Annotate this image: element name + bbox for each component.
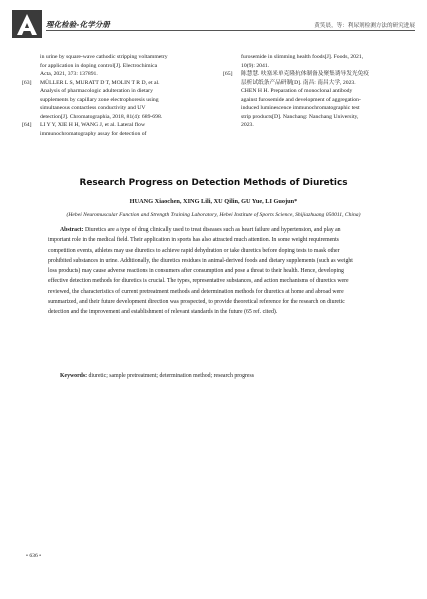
abstract-text: Diuretics are a type of drug clinically used to treat diseases such as heart failure and hypertension, and play an [83,227,341,233]
reference-entry [22,121,205,138]
abstract-line: important role in the medical field. Their application in sports has also attracted much attention. In some weight requirements [48,237,339,244]
reference-list-left [22,53,205,138]
keywords-label: Keywords: [60,373,88,379]
running-head: 黄笑晨，等：利尿剂检测方法的研究进展 [314,23,415,29]
keywords [60,373,254,379]
abstract-line: detection and the improvement and establishment of relevant standards in the future (65 ref. cited). [48,309,278,316]
abstract-line: loss products) may cause adverse reactions in consumers after consumption and pose a threat to their health. Hence, developing [48,268,344,275]
reference-entry [22,79,205,122]
reference-line: Analysis of pharmacologic adulteration in dietary [40,88,153,94]
reference-line: 陈慧慧. 呋塞米单克隆抗体制备及聚集诱导发光免疫 [241,71,369,77]
keywords-text: diuretic; sample pretreatment; determination method; research progress [87,373,254,379]
reference-entry [223,53,408,70]
reference-entry [22,53,205,79]
reference-line: in urine by square-wave cathodic stripping voltammetry [40,54,168,60]
article-title: Research Progress on Detection Methods of Diuretics [79,178,348,188]
abstract-line: prohibited substances in urine. Additionally, the diuretics residues in animal-derived foods and dietary supplements (such as weight [48,257,353,264]
reference-line: induced luminescence immunochromatographic test [241,105,360,111]
article-authors: HUANG Xiaochen, XING Lili, XU Qilin, GU Yue, LI Guojun* [129,198,298,205]
reference-line: 10(9): 2041. [241,62,270,69]
abstract-label: Abstract: [60,227,84,233]
reference-line: strip products[D]. Nanchang: Nanchang University, [241,113,359,120]
page-header [12,10,415,44]
abstract-line: reviewed, the characteristics of current pretreatment methods and determination methods for diuretics at home and abroad were [48,288,344,295]
journal-name: 理化检验-化学分册 [46,20,110,29]
reference-line: LI Y Y, XIE H H, WANG J, et al. Lateral flow [40,122,146,128]
journal-logo-icon [12,10,42,38]
article-affiliation: (Hebei Neuromuscular Function and Strength Training Laboratory, Hebei Institute of Sports Science, Shijiazhuang 050011, China) [66,212,361,218]
reference-list-right [223,53,408,130]
reference-line: CHEN H H. Preparation of monoclonal antibody [241,88,353,94]
page-number: • 636 • [26,553,42,559]
reference-line: immunochromatography assay for detection of [40,130,147,137]
abstract-line [48,225,380,235]
reference-line: for application in doping control[J]. Electrochimica [40,62,158,69]
abstract-line: effective detection methods for diuretics is crucial. The types, representative substances, and action mechanisms of diuretics were [48,278,349,285]
abstract-line: competition events, athletes may use diuretics to achieve rapid dehydration or take diuretics before doping tests to mask other [48,247,340,254]
reference-number: [63] [22,79,32,86]
reference-line: simultaneous contactless conductivity and UV [40,105,146,111]
reference-number: [65] [223,71,233,77]
reference-line: furosemide in slimming health foods[J]. Foods, 2021, [241,54,364,60]
reference-line: MÜLLER L S, MURATT D T, MOLIN T R D, et al. [40,79,160,86]
header-rule [46,30,415,31]
abstract-line: summarized, and their future development direction was prospected, to provide theoretical reference for the research on diuretic [48,299,345,306]
reference-line: supplements by capillary zone electrophoresis using [40,96,159,103]
reference-number: [64] [22,122,32,128]
reference-entry [223,70,408,130]
reference-line: 层析试纸条产品研制[D]. 南昌: 南昌大学, 2023. [241,79,356,86]
reference-line: 2023. [241,122,254,128]
reference-line: Acta, 2021, 373: 137891. [40,71,98,77]
reference-line: detection[J]. Chromatographia, 2018, 81(4): 689-698. [40,113,163,120]
reference-line: against furosemide and development of aggregation- [241,96,361,103]
abstract [48,225,380,318]
